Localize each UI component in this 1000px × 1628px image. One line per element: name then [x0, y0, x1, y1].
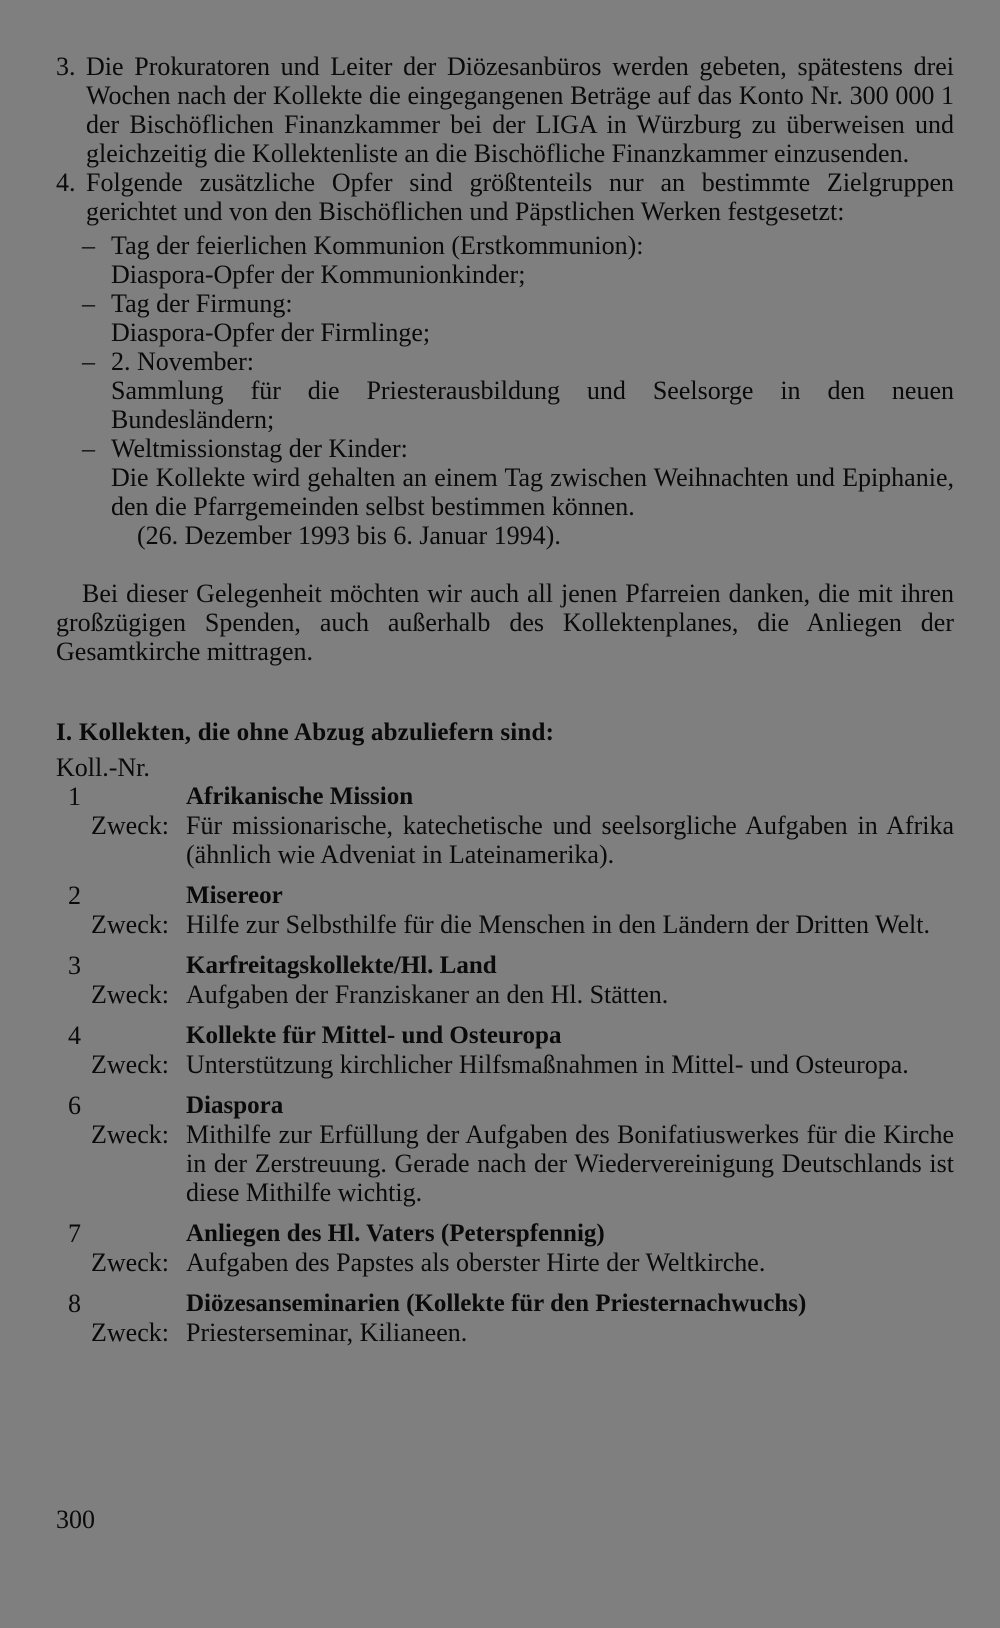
list-dash: – — [82, 231, 95, 260]
list-item-heading: 2. November: — [111, 347, 254, 376]
purpose-label: Zweck: — [91, 910, 169, 939]
list-item-heading: Weltmissionstag der Kinder: — [111, 434, 408, 463]
purpose-label: Zweck: — [91, 980, 169, 1009]
list-item-heading: Tag der feierlichen Kommunion (Erstkommunion): — [111, 231, 644, 260]
collection-entry — [56, 881, 954, 939]
list-dash: – — [82, 289, 95, 318]
purpose-label: Zweck: — [91, 1318, 169, 1347]
list-item — [82, 434, 954, 521]
collection-purpose: Unterstützung kirchlicher Hilfsmaßnahmen in Mittel- und Osteuropa. — [186, 1050, 909, 1079]
collection-title: Anliegen des Hl. Vaters (Peterspfennig) — [186, 1220, 605, 1247]
collection-title: Afrikanische Mission — [186, 783, 414, 810]
collection-number: 4 — [68, 1021, 81, 1050]
collection-title: Kollekte für Mittel- und Osteuropa — [186, 1022, 562, 1049]
collection-title: Karfreitagskollekte/Hl. Land — [186, 952, 497, 979]
collection-purpose: Aufgaben des Papstes als oberster Hirte der Weltkirche. — [186, 1248, 766, 1277]
purpose-label: Zweck: — [91, 1120, 169, 1149]
collection-entry — [56, 1021, 954, 1079]
collection-entry — [56, 951, 954, 1009]
collection-number: 7 — [68, 1219, 81, 1248]
collection-purpose: Für missionarische, katechetische und seelsorgliche Aufgaben in Afrika (ähnlich wie Adveniat in Lateinamerika). — [186, 811, 954, 869]
list-dash: – — [82, 347, 95, 376]
collection-number: 3 — [68, 951, 81, 980]
purpose-label: Zweck: — [91, 1050, 169, 1079]
list-item — [82, 231, 954, 289]
collection-purpose: Priesterseminar, Kilianeen. — [186, 1318, 468, 1347]
collection-purpose: Aufgaben der Franziskaner an den Hl. Stätten. — [186, 980, 669, 1009]
collection-entry — [56, 1289, 954, 1347]
list-item-text: Die Kollekte wird gehalten an einem Tag zwischen Weihnachten und Epiphanie, den die Pfarrgemeinden selbst bestimmen können. — [111, 463, 954, 521]
item-text: Folgende zusätzliche Opfer sind größtenteils nur an bestimmte Zielgruppen gerichtet und von den Bischöflichen und Päpstlichen Werken festgesetzt: — [86, 168, 954, 226]
numbered-item-4 — [56, 168, 954, 226]
numbered-item-3 — [56, 52, 954, 168]
collection-entry — [56, 1219, 954, 1277]
collection-purpose: Hilfe zur Selbsthilfe für die Menschen in den Ländern der Dritten Welt. — [186, 910, 930, 939]
closing-paragraph: Bei dieser Gelegenheit möchten wir auch all jenen Pfarreien danken, die mit ihren großzügigen Spenden, auch außerhalb des Kollektenplanes, die Anliegen der Gesamtkirche mittragen. — [56, 579, 954, 666]
collection-entry — [56, 782, 954, 869]
collection-title: Diaspora — [186, 1092, 284, 1119]
collection-number-header: Koll.-Nr. — [56, 753, 150, 782]
section-heading: I. Kollekten, die ohne Abzug abzuliefern sind: — [56, 719, 555, 746]
collection-number: 2 — [68, 881, 81, 910]
collection-purpose: Mithilfe zur Erfüllung der Aufgaben des Bonifatiuswerkes für die Kirche in der Zerstreuung. Gerade nach der Wiedervereinigung Deutschlands ist diese Mithilfe wichtig. — [186, 1120, 954, 1207]
item-number: 3. — [56, 52, 76, 81]
collections-list — [56, 782, 954, 1347]
additional-offerings-list — [82, 231, 954, 550]
purpose-label: Zweck: — [91, 811, 169, 840]
list-item-text: Sammlung für die Priesterausbildung und Seelsorge in den neuen Bundesländern; — [111, 376, 954, 434]
item-text: Die Prokuratoren und Leiter der Diözesanbüros werden gebeten, spätestens drei Wochen nach der Kollekte die eingegangenen Beträge auf das Konto Nr. 300 000 1 der Bischöflichen Finanzkammer bei der LIGA in Würzburg zu überweisen und gleichzeitig die Kollektenliste an die Bischöfliche Finanzkammer einzusenden. — [86, 52, 954, 168]
list-dash: – — [82, 434, 95, 463]
list-item — [82, 347, 954, 434]
collection-entry — [56, 1091, 954, 1207]
list-item-text: Diaspora-Opfer der Firmlinge; — [111, 318, 431, 347]
list-item — [82, 289, 954, 347]
collection-number: 1 — [68, 782, 81, 811]
collection-number: 6 — [68, 1091, 81, 1120]
collection-number: 8 — [68, 1289, 81, 1318]
list-item-heading: Tag der Firmung: — [111, 289, 293, 318]
list-item-text: Diaspora-Opfer der Kommunionkinder; — [111, 260, 526, 289]
item-number: 4. — [56, 168, 76, 197]
purpose-label: Zweck: — [91, 1248, 169, 1277]
collection-title: Misereor — [186, 882, 283, 909]
collection-title: Diözesanseminarien (Kollekte für den Priesternachwuchs) — [186, 1290, 807, 1317]
page-number: 300 — [56, 1505, 95, 1534]
date-note: (26. Dezember 1993 bis 6. Januar 1994). — [137, 521, 561, 550]
